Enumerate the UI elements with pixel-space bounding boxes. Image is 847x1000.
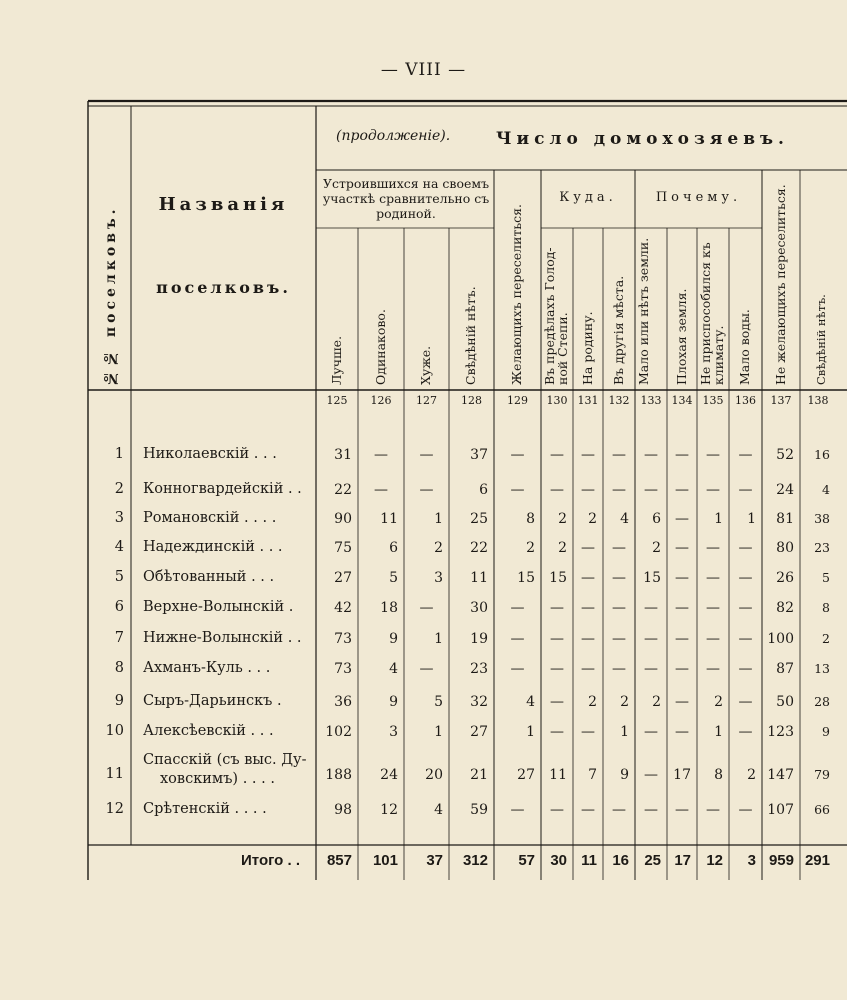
table-cell: — (510, 661, 525, 677)
table-cell: 24 (776, 482, 794, 498)
row-number: 12 (105, 801, 124, 817)
table-cell: — (706, 482, 720, 498)
total-cell: 3 (747, 852, 756, 869)
table-cell: 1 (526, 724, 535, 740)
header-col-little-land: Мало или нѣтъ земли. (636, 237, 651, 385)
table-cell: — (581, 631, 595, 647)
table-cell: 31 (334, 447, 352, 463)
table-cell: — (675, 570, 689, 586)
table-cell: 22 (334, 482, 352, 498)
table-cell: — (550, 724, 564, 740)
table-cell: — (419, 482, 434, 498)
total-cell: 25 (644, 852, 661, 869)
column-number: 131 (577, 394, 599, 407)
settlement-name: Надеждинскій . . . (143, 539, 283, 555)
table-cell: 73 (334, 631, 352, 647)
table-cell: 28 (814, 694, 830, 709)
row-number: 2 (114, 481, 124, 497)
table-cell: — (738, 540, 753, 556)
table-cell: — (644, 802, 658, 818)
table-cell: 4 (822, 482, 830, 497)
table-cell: — (374, 447, 388, 463)
header-col-not-wish: Не желающихъ переселиться. (773, 184, 788, 385)
table-cell: — (612, 661, 626, 677)
table-cell: — (738, 661, 753, 677)
table-cell: — (581, 661, 595, 677)
table-cell: 42 (334, 600, 352, 616)
table-cell: 1 (714, 511, 723, 527)
table-cell: 59 (470, 802, 488, 818)
header-col-water: Мало воды. (737, 309, 752, 385)
table-cell: 18 (380, 600, 398, 616)
table-cell: — (738, 482, 753, 498)
table-cell: — (644, 447, 658, 463)
total-cell: 37 (426, 852, 443, 869)
table-cell: — (675, 511, 689, 527)
table-cell: 98 (334, 802, 352, 818)
total-cell: 57 (518, 852, 535, 869)
column-number: 125 (326, 394, 348, 407)
total-cell: 291 (804, 852, 830, 869)
table-cell: 27 (517, 767, 535, 783)
table-cell: 6 (479, 482, 488, 498)
total-cell: 17 (674, 852, 691, 869)
settlement-name: Конногвардейскій . . (143, 481, 302, 497)
table-cell: 27 (470, 724, 488, 740)
table-cell: 15 (517, 570, 535, 586)
total-label: Итого . . (241, 852, 300, 869)
table-cell: — (706, 802, 720, 818)
settlement-name: Нижне-Волынскій . . (143, 630, 302, 646)
table-cell: 2 (652, 540, 661, 556)
column-number: 130 (546, 394, 568, 407)
table-cell: — (510, 600, 525, 616)
header-col-same: Одинаково. (373, 309, 388, 385)
table-cell: — (550, 600, 564, 616)
table-cell: 1 (434, 511, 443, 527)
header-col-worse: Хуже. (418, 345, 433, 385)
total-cell: 959 (768, 852, 794, 869)
header-names-title: Названія (158, 194, 289, 215)
column-number: 133 (640, 394, 662, 407)
settlement-name: Верхне-Волынскій . (143, 599, 294, 615)
table-cell: 188 (325, 767, 352, 783)
settlement-name: Сыръ-Дарьинскъ . (143, 693, 282, 709)
table-cell: 9 (389, 694, 398, 710)
table-cell: — (644, 724, 658, 740)
table-cell: 1 (620, 724, 629, 740)
column-number: 128 (461, 394, 482, 407)
header-group-settled: Устроившихся на своемъ участкѣ сравнительно съ родиной. (322, 176, 490, 221)
table-cell: — (644, 631, 658, 647)
total-cell: 312 (462, 852, 488, 869)
header-col-wish: Желающихъ переселиться. (509, 203, 524, 385)
column-number: 129 (507, 394, 528, 407)
table-cell: 100 (767, 631, 794, 647)
table-cell: 52 (776, 447, 794, 463)
table-cell: 4 (434, 802, 443, 818)
table-cell: — (510, 631, 525, 647)
table-cell: 26 (776, 570, 794, 586)
column-number: 135 (702, 394, 724, 407)
table-cell: — (612, 482, 626, 498)
header-main-title: Число домохозяевъ. (496, 129, 789, 149)
row-number: 9 (114, 693, 124, 709)
table-cell: 27 (334, 570, 352, 586)
table-cell: — (738, 724, 753, 740)
table-cell: — (644, 600, 658, 616)
table-cell: — (644, 767, 658, 783)
table-cell: — (581, 540, 595, 556)
column-number: 126 (370, 394, 392, 407)
total-cell: 16 (612, 852, 629, 869)
table-cell: 22 (470, 540, 488, 556)
table-cell: — (675, 600, 689, 616)
table-cell: 147 (767, 767, 794, 783)
table-cell: 25 (470, 511, 488, 527)
table-cell: 23 (470, 661, 488, 677)
settlement-name: Романовскій . . . . (143, 510, 277, 526)
table-cell: 1 (434, 631, 443, 647)
table-cell: 15 (549, 570, 567, 586)
table-cell: — (612, 802, 626, 818)
table-cell: 2 (558, 540, 567, 556)
table-cell: — (550, 694, 564, 710)
column-number: 134 (671, 394, 693, 407)
table-cell: — (675, 447, 689, 463)
table-cell: — (550, 482, 564, 498)
table-cell: — (581, 802, 595, 818)
table-cell: 16 (814, 447, 830, 462)
table-cell: 102 (325, 724, 352, 740)
table-cell: 2 (620, 694, 629, 710)
table-cell: 1 (714, 724, 723, 740)
table-cell: 2 (588, 694, 597, 710)
row-number: 11 (105, 766, 124, 782)
table-cell: 4 (526, 694, 535, 710)
table-cell: — (706, 631, 720, 647)
header-continuation: (продолженіе). (336, 128, 451, 144)
table-cell: 4 (620, 511, 629, 527)
row-number: 8 (114, 660, 124, 676)
table-cell: — (738, 600, 753, 616)
table-cell: 8 (526, 511, 535, 527)
total-cell: 857 (326, 852, 352, 869)
table-cell: — (612, 600, 626, 616)
table-cell: — (675, 724, 689, 740)
table-cell: 1 (434, 724, 443, 740)
header-col-bad-land: Плохая земля. (674, 288, 689, 385)
table-cell: 79 (814, 767, 830, 782)
settlement-name: Ахманъ-Куль . . . (143, 660, 271, 676)
settlement-name: Срѣтенскій . . . . (143, 801, 267, 817)
table-cell: 87 (776, 661, 794, 677)
table-cell: 9 (620, 767, 629, 783)
header-col-noinfo1: Свѣдѣній нѣтъ. (463, 286, 478, 385)
table-cell: 66 (814, 802, 830, 817)
table-cell: 23 (814, 540, 830, 555)
table-cell: 36 (334, 694, 352, 710)
table-cell: 3 (434, 570, 443, 586)
table-cell: — (706, 447, 720, 463)
row-number: 6 (114, 599, 124, 615)
column-number: 136 (735, 394, 756, 407)
settlement-name: Спасскій (съ выс. Ду- (143, 752, 307, 768)
table-cell: — (510, 802, 525, 818)
table-cell: — (675, 631, 689, 647)
table-cell: 107 (767, 802, 794, 818)
table-cell: 73 (334, 661, 352, 677)
table-cell: — (738, 447, 753, 463)
row-number: 3 (114, 510, 124, 526)
table-cell: — (612, 631, 626, 647)
table-cell: — (550, 631, 564, 647)
table-cell: — (581, 482, 595, 498)
row-number: 10 (105, 723, 124, 739)
table-cell: 11 (470, 570, 488, 586)
table-cell: 9 (822, 724, 830, 739)
table-cell: 81 (776, 511, 794, 527)
table-cell: 5 (822, 570, 830, 585)
table-cell: — (706, 540, 720, 556)
column-number: 137 (770, 394, 792, 407)
column-number: 132 (608, 394, 630, 407)
table-cell: 21 (470, 767, 488, 783)
table-cell: — (550, 802, 564, 818)
settlement-name: Николаевскій . . . (143, 446, 277, 462)
table-cell: 38 (814, 511, 830, 526)
table-cell: — (675, 802, 689, 818)
row-number: 4 (114, 539, 124, 555)
table-cell: 90 (334, 511, 352, 527)
table-cell: 12 (380, 802, 398, 818)
table-cell: 20 (425, 767, 443, 783)
table-cell: 30 (470, 600, 488, 616)
table-cell: — (419, 661, 434, 677)
table-cell: — (581, 570, 595, 586)
table-cell: 80 (776, 540, 794, 556)
table-cell: — (612, 447, 626, 463)
table-cell: 15 (643, 570, 661, 586)
table-cell: 82 (776, 600, 794, 616)
table-cell: 2 (714, 694, 723, 710)
table-cell: — (738, 802, 753, 818)
table-cell: — (374, 482, 388, 498)
table-cell: 11 (380, 511, 398, 527)
header-col-home: На родину. (580, 311, 595, 385)
table-cell: 8 (822, 600, 830, 615)
table-cell: 17 (673, 767, 691, 783)
row-number: 1 (114, 446, 124, 462)
table-cell: — (550, 661, 564, 677)
page-number: — VIII — (380, 60, 467, 80)
header-col-hungry: Въ предѣлахъ Голод-ной Степи. (542, 247, 570, 385)
header-col-climate: Не приспособился къ климату. (698, 242, 726, 385)
table-cell: 2 (434, 540, 443, 556)
total-cell: 101 (372, 852, 398, 869)
table-cell: 37 (470, 447, 488, 463)
table-cell: — (675, 482, 689, 498)
table-cell: 4 (389, 661, 398, 677)
column-number: 138 (807, 394, 829, 407)
table-cell: — (738, 570, 753, 586)
table-cell: 3 (389, 724, 398, 740)
table-cell: 75 (334, 540, 352, 556)
table-cell: — (675, 540, 689, 556)
table-cell: — (419, 600, 434, 616)
table-cell: 123 (767, 724, 794, 740)
column-number: 127 (416, 394, 437, 407)
table-cell: 8 (714, 767, 723, 783)
row-number: 7 (114, 630, 124, 646)
table-cell: 11 (549, 767, 567, 783)
table-cell: — (612, 540, 626, 556)
table-cell: — (675, 694, 689, 710)
table-cell: — (581, 600, 595, 616)
table-cell: 2 (822, 631, 830, 646)
table-cell: — (581, 724, 595, 740)
table-cell: 19 (470, 631, 488, 647)
settlement-name: Обѣтованный . . . (143, 569, 275, 585)
table-cell: 6 (652, 511, 661, 527)
header-col-better: Лучше. (329, 335, 344, 385)
table-cell: 32 (470, 694, 488, 710)
table-cell: — (419, 447, 434, 463)
header-group-where: Куда. (559, 190, 617, 205)
table-cell: — (612, 570, 626, 586)
table-cell: 50 (776, 694, 794, 710)
settlement-name-continued: ховскимъ) . . . . (160, 771, 275, 787)
total-cell: 30 (550, 852, 567, 869)
header-group-why: Почему. (655, 190, 742, 205)
header-col-noinfo2: Свѣдѣній нѣтъ. (814, 294, 828, 385)
header-names-sub: поселковъ. (156, 278, 291, 297)
settlement-name: Алексѣевскій . . . (143, 723, 274, 739)
header-col-other: Въ другія мѣста. (611, 275, 626, 385)
total-cell: 12 (706, 852, 723, 869)
table-cell: 5 (434, 694, 443, 710)
table-cell: — (706, 661, 720, 677)
row-number: 5 (114, 569, 124, 585)
table-cell: — (706, 600, 720, 616)
header-nn: №№ поселковъ. (103, 205, 119, 386)
table-cell: 9 (389, 631, 398, 647)
table-cell: 7 (588, 767, 597, 783)
table-cell: — (738, 631, 753, 647)
table-cell: 2 (558, 511, 567, 527)
table-cell: 24 (380, 767, 398, 783)
table-cell: — (738, 694, 753, 710)
table-cell: — (510, 482, 525, 498)
table-cell: — (644, 661, 658, 677)
table-cell: — (581, 447, 595, 463)
table-cell: 1 (747, 511, 756, 527)
table-cell: — (675, 661, 689, 677)
table-cell: — (510, 447, 525, 463)
table-cell: 2 (652, 694, 661, 710)
table-cell: 2 (588, 511, 597, 527)
table-cell: — (550, 447, 564, 463)
table-cell: — (706, 570, 720, 586)
table-cell: 5 (389, 570, 398, 586)
table-cell: 2 (526, 540, 535, 556)
table-cell: 2 (747, 767, 756, 783)
table-cell: 6 (389, 540, 398, 556)
table-cell: 13 (814, 661, 830, 676)
table-cell: — (644, 482, 658, 498)
total-cell: 11 (581, 852, 597, 869)
